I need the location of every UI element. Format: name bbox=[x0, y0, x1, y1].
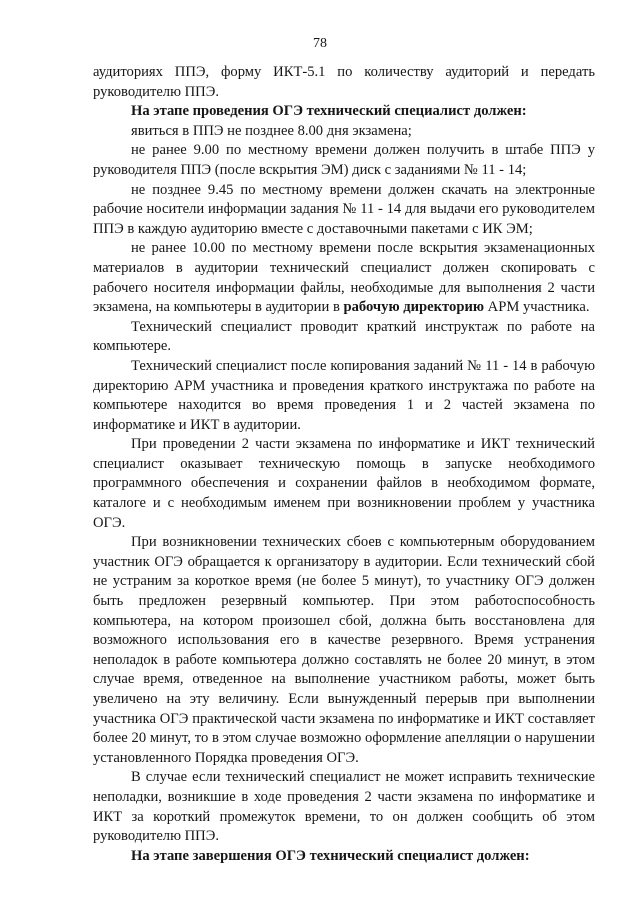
paragraph-receive-disk: не ранее 9.00 по местному времени должен получить в штабе ППЭ у руководителя ППЭ (после вскрытия ЭМ) диск с заданиями № 11 - 14; bbox=[93, 142, 595, 178]
section-heading-completion-stage: На этапе завершения ОГЭ технический специалист должен: bbox=[131, 847, 530, 864]
paragraph-technical-assistance: При проведении 2 части экзамена по информатике и ИКТ технический специалист оказывает техническую помощь в запуске необходимого программного обеспечения и сохранении файлов в необходимом формате, каталоге и с необходимым именем при возникновении проблем у участника ОГЭ. bbox=[93, 436, 595, 531]
page-number: 78 bbox=[313, 36, 327, 51]
paragraph-copy-files-end: АРМ участника. bbox=[484, 299, 590, 316]
section-heading-conduct-stage: На этапе проведения ОГЭ технический специалист должен: bbox=[131, 103, 527, 120]
document-body bbox=[93, 63, 595, 866]
paragraph-briefing: Технический специалист проводит краткий инструктаж по работе на компьютере. bbox=[93, 318, 595, 355]
paragraph-report-to-head: В случае если технический специалист не может исправить технические неполадки, возникшие в ходе проведения 2 части экзамена по информатике и ИКТ за короткий промежуток времени, то он должен сообщить об этом руководителю ППЭ. bbox=[93, 769, 595, 845]
paragraph-arrival-time: явиться в ППЭ не позднее 8.00 дня экзамена; bbox=[131, 122, 412, 139]
paragraph-continuation: аудиториях ППЭ, форму ИКТ-5.1 по количеству аудиторий и передать руководителю ППЭ. bbox=[93, 64, 595, 100]
paragraph-copy-files bbox=[93, 239, 595, 317]
paragraph-technical-failures: При возникновении технических сбоев с компьютерным оборудованием участник ОГЭ обращается к организатору в аудитории. Если технический сбой не устраним за короткое время (не более 5 минут), то участнику ОГЭ должен быть предложен резервный компьютер. При этом работоспособность компьютера, на котором произошел сбой, должна быть восстановлена для возможного использования его в качестве резервного. Время устранения неполадок в работе компьютера должно составлять не более 20 минут, в этом случае время, отведенное на выполнение участником работы, может быть увеличено на эту величину. Если вынужденный перерыв при выполнении участника ОГЭ практической части экзамена по информатике и ИКТ составляет более 20 минут, то в этом случае возможно оформление апелляции о нарушении установленного Порядка проведения ОГЭ. bbox=[93, 534, 595, 766]
working-directory-term: рабочую директорию bbox=[343, 299, 485, 316]
paragraph-copy-files-text: не ранее 10.00 по местному времени после вскрытия экзаменационных материалов в аудитории технический специалист должен скопировать с рабочего носителя информации файлы, необходимые для выполнения 2 части экзамена, на компьютеры в аудитории в bbox=[93, 240, 595, 316]
paragraph-download-tasks: не позднее 9.45 по местному времени должен скачать на электронные рабочие носители информации задания № 11 - 14 для выдачи его руководителем ППЭ в каждую аудиторию вместе с доставочными пакетами с ИК ЭМ; bbox=[93, 181, 595, 237]
paragraph-presence-during-exam: Технический специалист после копирования заданий № 11 - 14 в рабочую директорию АРМ участника и проведения краткого инструктажа по работе на компьютере находится во время проведения 1 и 2 частей экзамена по информатике и ИКТ в аудитории. bbox=[93, 357, 595, 433]
